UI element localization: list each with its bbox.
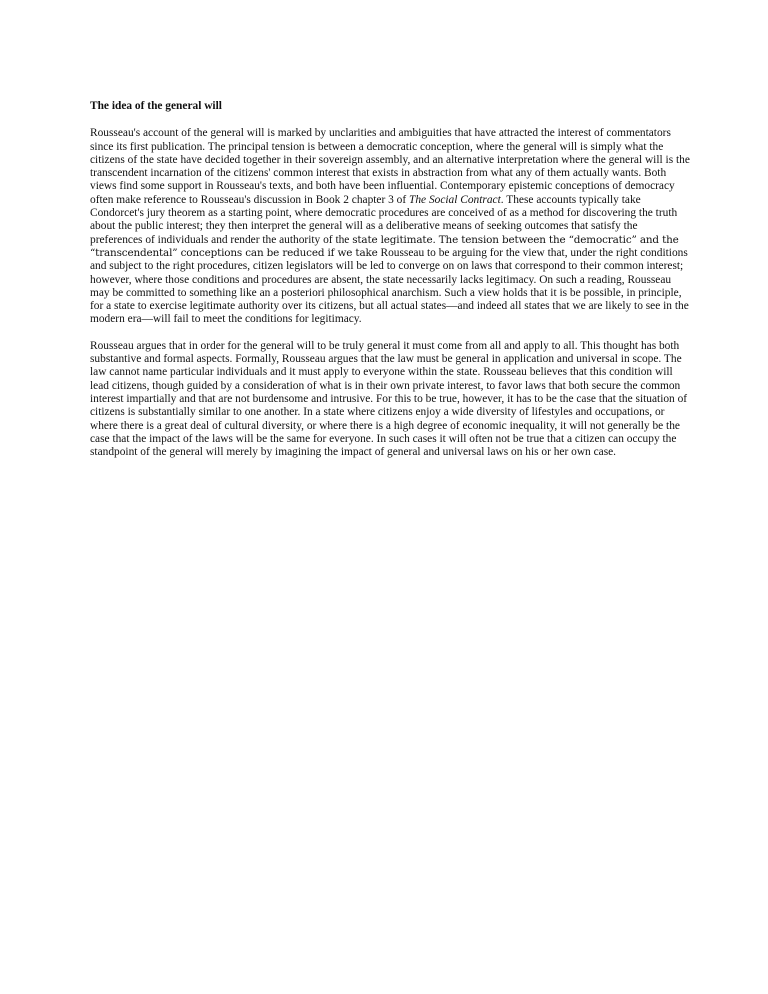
- paragraph-2: Rousseau argues that in order for the general will to be truly general it must come from all and apply to all. This thought has both substantive and formal aspects. Formally, Rousseau argues that the law must be general in application and universal in scope. The law cannot name particular individuals and it must apply to everyone within the state. Rousseau believes that this condition will lead citizens, though guided by a consideration of what is in their own private interest, to favor laws that both secure the common interest impartially and that are not burdensome and intrusive. For this to be true, however, it has to be the case that the situation of citizens is substantially similar to one another. In a state where citizens enjoy a wide diversity of lifestyles and occupations, or where there is a great deal of cultural diversity, or where there is a high degree of economic inequality, it will not generally be the case that the impact of the laws will be the same for everyone. In such cases it will often not be true that a citizen can occupy the standpoint of the general will merely by imagining the impact of general and universal laws on his or her own case.: [90, 339, 688, 459]
- paragraph-1-text-c: state legitimate. The tension between the “democratic” and the “transcendental” conceptions can be reduced if we take: [90, 233, 679, 259]
- paragraph-1-text-d: Rousseau to be arguing for the view that, under the right conditions and subject to the right procedures, citizen legislators will be led to converge on on laws that correspond to their common interest; however, where those conditions and procedures are absent, the state necessarily lacks legitimacy. On such a reading, Rousseau may be committed to something like an a posteriori philosophical anarchism. Such a view holds that it is be possible, in principle, for a state to exercise legitimate authority over its citizens, but all actual states—and indeed all states that we are likely to see in the modern era—will fail to meet the conditions for legitimacy.: [90, 246, 689, 326]
- paragraph-1-text-b: . These accounts typically take Condorcet's jury theorem as a starting point, where democratic procedures are conceived of as a method for discovering the truth about the public interest; they then interpret the general will as a deliberative means of seeking outcomes that satisfy the preferences of individuals and render the authority of the: [90, 193, 678, 246]
- paragraph-1: [90, 127, 690, 326]
- paragraph-1-text-a: Rousseau's account of the general will is marked by unclarities and ambiguities that have attracted the interest of commentators since its first publication. The principal tension is between a democratic conception, where the general will is simply what the citizens of the state have decided together in their sovereign assembly, and an alternative interpretation where the general will is the transcendent incarnation of the citizens' common interest that exists in abstraction from what any of them actually wants. Both views find some support in Rousseau's texts, and both have been influential. Contemporary epistemic conceptions of democracy often make reference to Rousseau's discussion in Book 2 chapter 3 of: [90, 127, 690, 206]
- document-page: [90, 100, 690, 472]
- book-title: The Social Contract: [409, 193, 501, 206]
- section-title: The idea of the general will: [90, 100, 222, 112]
